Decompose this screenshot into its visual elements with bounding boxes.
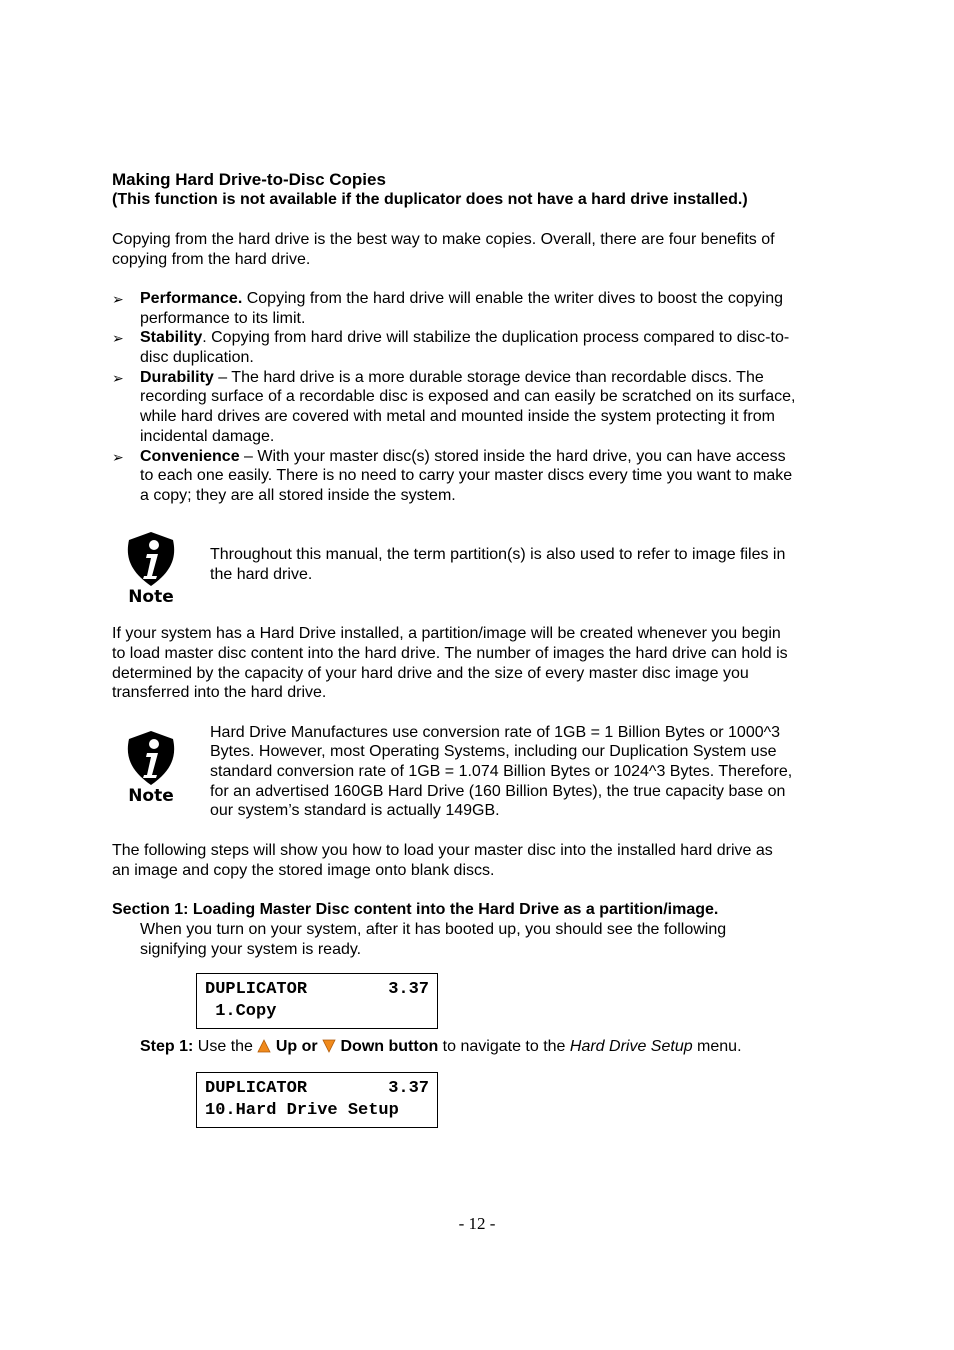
lcd-display xyxy=(196,973,438,1029)
note-label: Note xyxy=(128,786,174,805)
step-text: menu. xyxy=(692,1038,742,1055)
down-label: Down button xyxy=(336,1038,439,1055)
paragraph-line: transferred into the hard drive. xyxy=(112,684,327,701)
page-number: - 12 - xyxy=(458,1214,496,1233)
menu-name: Hard Drive Setup xyxy=(569,1038,693,1055)
note-1-line-2: the hard drive. xyxy=(210,566,313,583)
lcd-display xyxy=(196,1072,438,1128)
benefit-term: Convenience xyxy=(140,448,240,465)
benefit-text: a copy; they are all stored inside the system. xyxy=(140,487,456,504)
up-label: Up or xyxy=(271,1038,323,1055)
note-info-icon xyxy=(123,530,179,606)
note-label: Note xyxy=(128,587,174,606)
list-item xyxy=(140,289,783,309)
lcd-title: DUPLICATOR xyxy=(205,1079,308,1098)
list-item xyxy=(140,328,789,348)
bullet-arrow-icon: ➢ xyxy=(112,370,124,386)
benefit-text: – With your master disc(s) stored inside the hard drive, you can have access xyxy=(239,448,786,465)
lcd-version: 3.37 xyxy=(388,1079,429,1098)
section-text: When you turn on your system, after it has booted up, you should see the following xyxy=(140,921,727,938)
page-subtitle: (This function is not available if the duplicator does not have a hard drive installed.) xyxy=(112,191,748,208)
note-1-line-1: Throughout this manual, the term partition(s) is also used to refer to image files in xyxy=(210,546,786,563)
note-2-line: standard conversion rate of 1GB = 1.074 Billion Bytes or 1024^3 Bytes. Therefore, xyxy=(210,763,793,780)
section-title: Section 1: Loading Master Disc content into the Hard Drive as a partition/image. xyxy=(112,901,719,918)
bullet-arrow-icon: ➢ xyxy=(112,291,124,307)
list-item xyxy=(140,368,764,388)
lcd-menu-item: 1.Copy xyxy=(205,1002,277,1021)
benefit-text: incidental damage. xyxy=(140,428,275,445)
benefit-text: to each one easily. There is no need to carry your master discs every time you want to make xyxy=(140,467,793,484)
lcd-menu-item: 10.Hard Drive Setup xyxy=(205,1101,399,1120)
down-arrow-icon xyxy=(322,1039,336,1053)
benefit-text: disc duplication. xyxy=(140,349,254,366)
benefit-text: recording surface of a recordable disc is exposed and can easily be scratched on its surface, xyxy=(140,388,796,405)
step-1 xyxy=(140,1037,742,1057)
paragraph-line: an image and copy the stored image onto blank discs. xyxy=(112,862,495,879)
benefit-text: – The hard drive is a more durable storage device than recordable discs. The xyxy=(213,369,764,386)
note-2-line: Hard Drive Manufactures use conversion rate of 1GB = 1 Billion Bytes or 1000^3 xyxy=(210,724,781,741)
benefit-text: while hard drives are covered with metal and mounted inside the system protecting it from xyxy=(140,408,775,425)
page-title: Making Hard Drive-to-Disc Copies xyxy=(112,170,386,189)
note-info-icon xyxy=(123,729,179,805)
benefit-text: . Copying from hard drive will stabilize the duplication process compared to disc-to- xyxy=(202,329,790,346)
paragraph-line: If your system has a Hard Drive installed, a partition/image will be created whenever you begin xyxy=(112,625,781,642)
benefit-text: performance to its limit. xyxy=(140,310,306,327)
note-2-line: our system’s standard is actually 149GB. xyxy=(210,802,500,819)
up-arrow-icon xyxy=(257,1039,271,1053)
step-text: Use the xyxy=(193,1038,258,1055)
section-text: signifying your system is ready. xyxy=(140,941,362,958)
paragraph-line: to load master disc content into the hard drive. The number of images the hard drive can hold is xyxy=(112,645,788,662)
benefit-term: Stability xyxy=(140,329,203,346)
step-label: Step 1: xyxy=(140,1038,194,1055)
intro-line-2: copying from the hard drive. xyxy=(112,251,311,268)
step-text: to navigate to the xyxy=(438,1038,570,1055)
paragraph-line: The following steps will show you how to load your master disc into the installed hard drive as xyxy=(112,842,773,859)
benefit-text: Copying from the hard drive will enable the writer dives to boost the copying xyxy=(242,290,783,307)
list-item xyxy=(140,447,786,467)
intro-line-1: Copying from the hard drive is the best way to make copies. Overall, there are four benefits of xyxy=(112,231,775,248)
note-2-line: for an advertised 160GB Hard Drive (160 Billion Bytes), the true capacity base on xyxy=(210,783,786,800)
bullet-arrow-icon: ➢ xyxy=(112,449,124,465)
benefit-term: Durability xyxy=(140,369,214,386)
note-2-line: Bytes. However, most Operating Systems, including our Duplication System use xyxy=(210,743,777,760)
benefit-term: Performance. xyxy=(140,290,243,307)
lcd-version: 3.37 xyxy=(388,980,429,999)
lcd-title: DUPLICATOR xyxy=(205,980,308,999)
paragraph-line: determined by the capacity of your hard drive and the size of every master disc image you xyxy=(112,665,749,682)
bullet-arrow-icon: ➢ xyxy=(112,330,124,346)
